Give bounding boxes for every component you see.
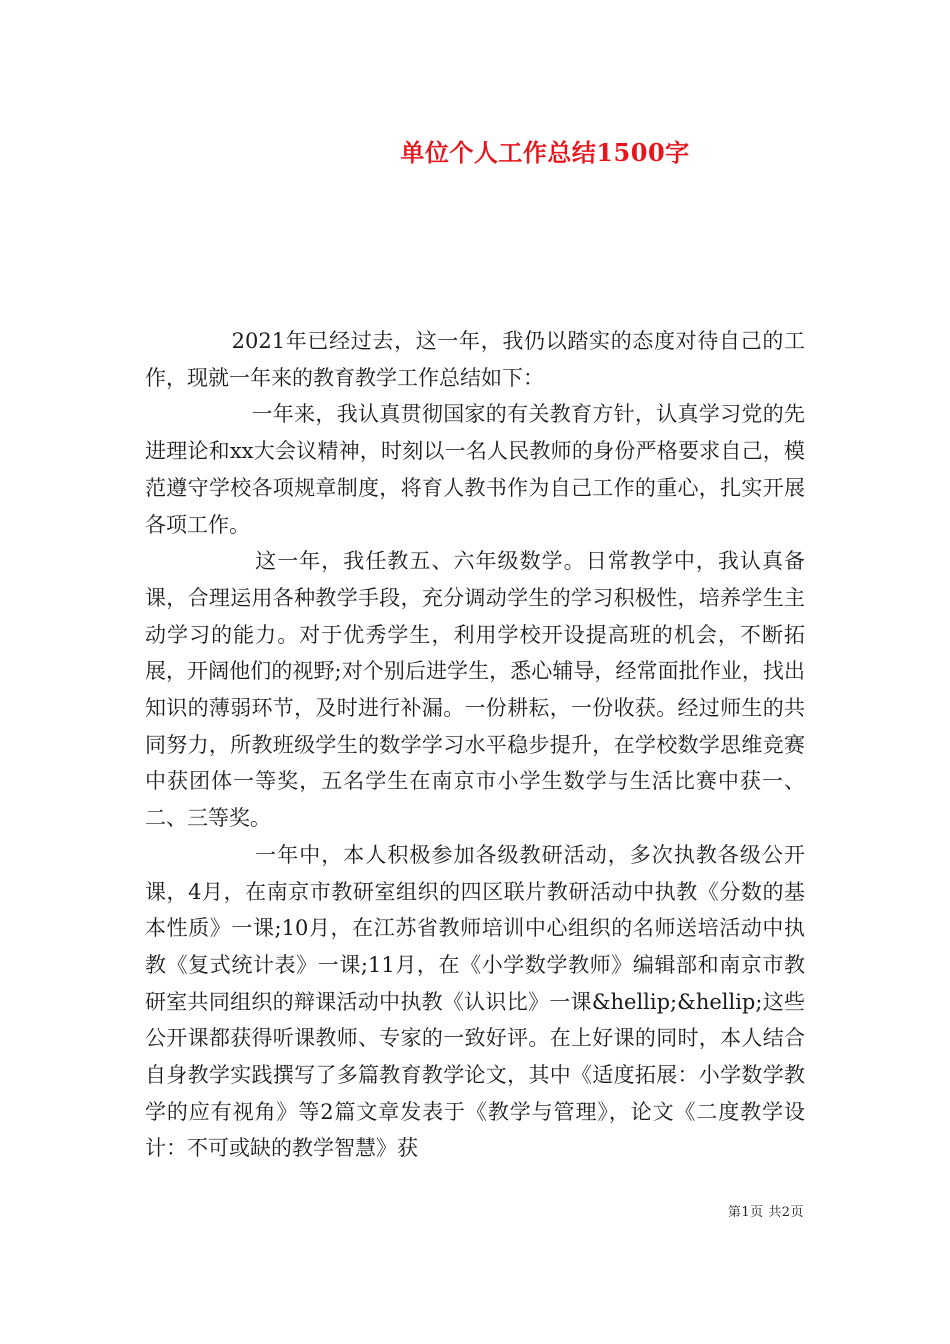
paragraph-research: 一年中，本人积极参加各级教研活动，多次执教各级公开课，4月，在南京市教研室组织的四区联片教研活动中执教《分数的基本性质》一课;10月，在江苏省教师培训中心组织的名师送培活动中执教《复式统计表》一课;11月，在《小学数学教师》编辑部和南京市教研室共同组织的辩课活动中执教《认识比》一课&hellip;&hellip;这些公开课都获得听课教师、专家的一致好评。在上好课的同时，本人结合自身教学实践撰写了多篇教育教学论文，其中《适度拓展：小学数学教学的应有视角》等2篇文章发表于《教学与管理》，论文《二度教学设计：不可或缺的教学智慧》获 (145, 842, 805, 1161)
document-body (145, 323, 805, 1167)
paragraph-teaching: 这一年，我任教五、六年级数学。日常教学中，我认真备课，合理运用各种教学手段，充分调动学生的学习积极性，培养学生主动学习的能力。对于优秀学生，利用学校开设提高班的机会，不断拓展，开阔他们的视野;对个别后进学生，悉心辅导，经常面批作业，找出知识的薄弱环节，及时进行补漏。一份耕耘，一份收获。经过师生的共同努力，所教班级学生的数学学习水平稳步提升，在学校数学思维竞赛中获团体一等奖，五名学生在南京市小学生数学与生活比赛中获一、二、三等奖。 (145, 549, 805, 831)
document-title: 单位个人工作总结1500字 (400, 138, 690, 167)
page-number-footer: 第1页 共2页 (727, 1205, 804, 1220)
paragraph-study: 一年来，我认真贯彻国家的有关教育方针，认真学习党的先进理论和xx大会议精神，时刻以一名人民教师的身份严格要求自己，模范遵守学校各项规章制度，将育人教书作为自己工作的重心，扎实开展各项工作。 (145, 402, 805, 537)
paragraph-intro: 2021年已经过去，这一年，我仍以踏实的态度对待自己的工作，现就一年来的教育教学工作总结如下： (145, 329, 805, 390)
